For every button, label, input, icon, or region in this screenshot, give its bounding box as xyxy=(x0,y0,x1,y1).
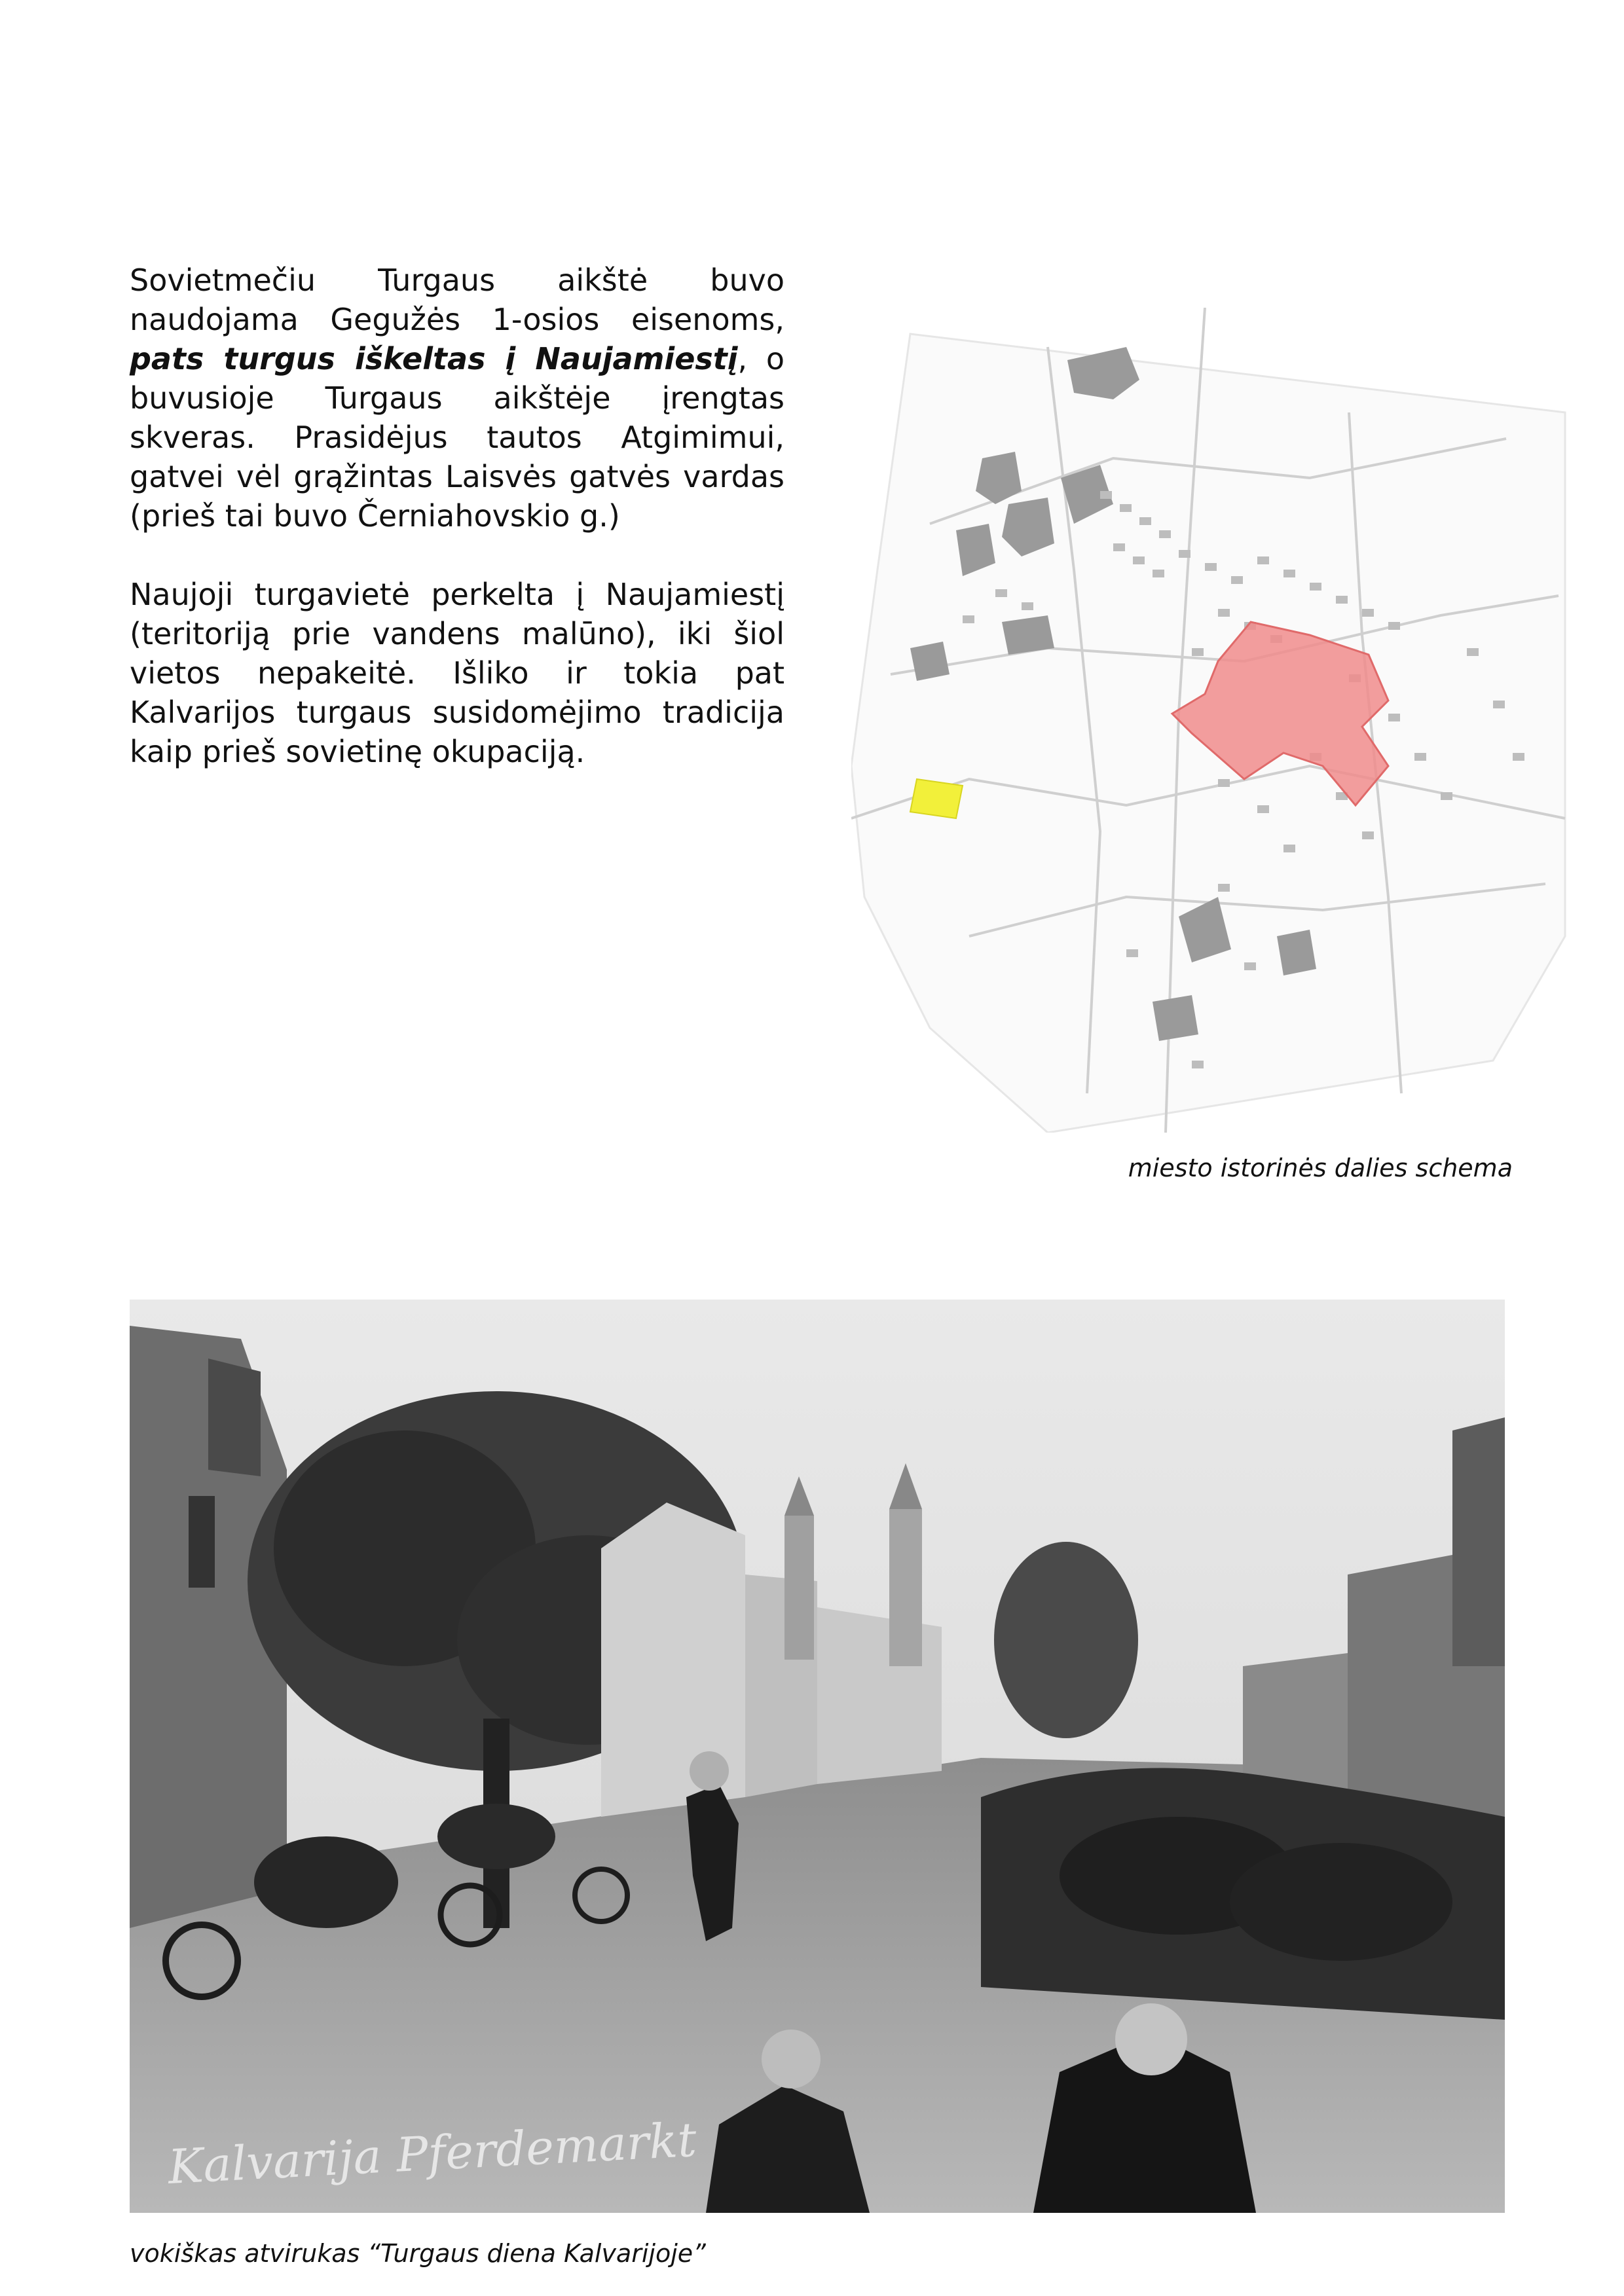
svg-text:Kalvarija Pferdemarkt: Kalvarija Pferdemarkt xyxy=(166,2111,698,2195)
map-caption: miesto istorinės dalies schema xyxy=(1128,1154,1513,1182)
paragraph-1-emphasis: pats turgus iškeltas į Naujamiestį xyxy=(130,341,738,376)
town-map xyxy=(851,308,1572,1133)
paragraph-1-start: Sovietmečiu Turgaus aikštė buvo naudojama Gegužės 1-osios eisenoms, xyxy=(130,263,784,337)
photo-caption: vokiškas atvirukas “Turgaus diena Kalvarijoje” xyxy=(130,2239,706,2268)
historic-postcard-photo xyxy=(130,1300,1505,2213)
paragraph-1 xyxy=(130,261,784,536)
paragraph-1-end: , o buvusioje Turgaus aikštėje įrengtas skveras. Prasidėjus tautos Atgimimui, gatvei vėl grąžintas Laisvės gatvės vardas (prieš tai buvo Černiahovskio g.) xyxy=(130,341,785,534)
paragraph-2: Naujoji turgavietė perkelta į Naujamiestį (teritoriją prie vandens malūno), iki šiol vietos nepakeitė. Išliko ir tokia pat Kalvarijos turgaus susidomėjimo tradicija kaip prieš sovietinę okupaciją. xyxy=(130,577,784,769)
market-area xyxy=(910,779,963,818)
